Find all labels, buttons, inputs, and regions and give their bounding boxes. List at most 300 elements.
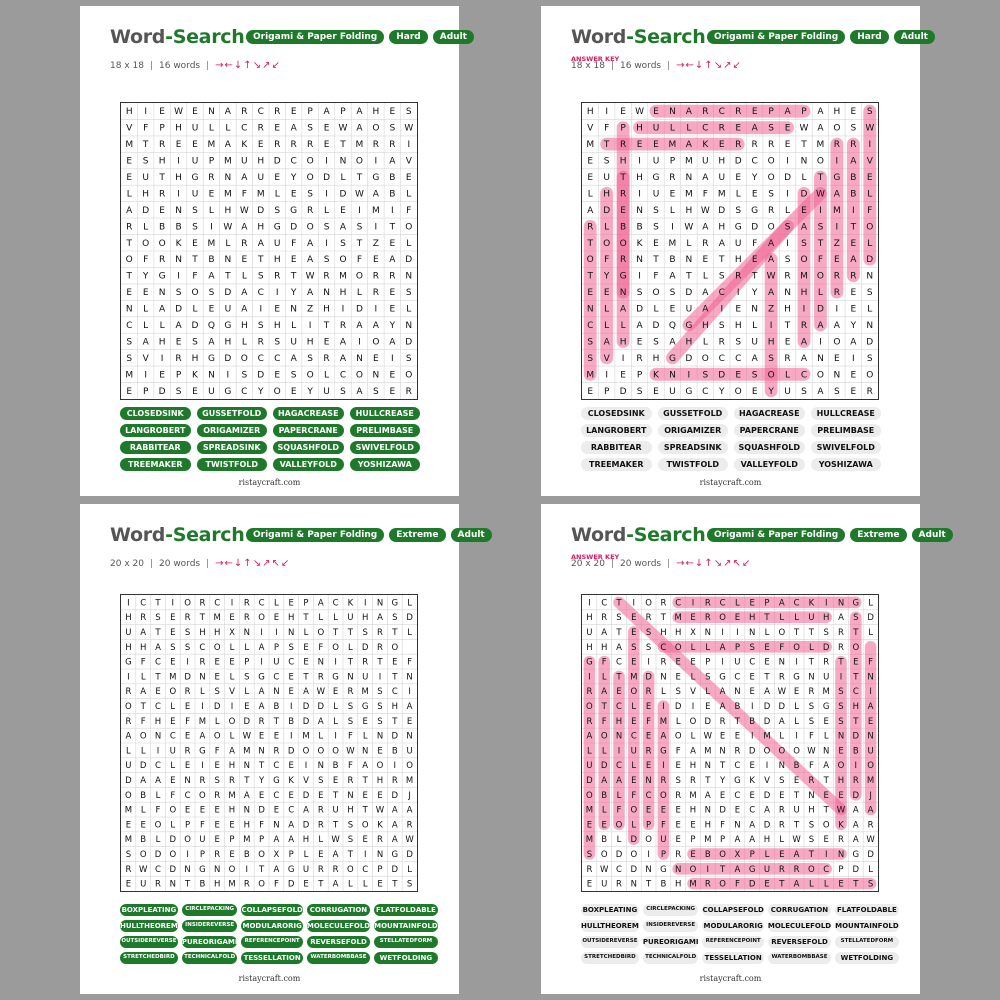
grid-letter: F (199, 820, 205, 831)
grid-letter: A (823, 761, 830, 772)
grid-letter: S (307, 353, 313, 364)
grid-letter: B (159, 222, 166, 233)
grid-letter: G (734, 776, 741, 786)
grid-letter: D (619, 386, 627, 397)
word-chip: OUTSIDEREVERSE (120, 936, 178, 948)
grid-letter: L (244, 642, 250, 653)
grid-letter: R (347, 776, 354, 786)
grid-letter: E (764, 642, 770, 653)
grid-letter: I (374, 222, 378, 233)
word-chip: GUSSETFOLD (658, 407, 729, 420)
grid-letter: T (719, 761, 726, 772)
grid-letter: M (816, 140, 825, 151)
grid-letter: L (867, 304, 873, 315)
grid-letter: C (645, 790, 652, 801)
grid-letter: S (406, 879, 413, 890)
word-chip: INSIDEREVERSE (182, 920, 238, 932)
grid-letter: U (586, 628, 593, 638)
grid-letter: L (690, 642, 696, 653)
grid-letter: A (372, 321, 379, 331)
grid-letter: I (171, 598, 175, 609)
word-chip: HULLCREASE (811, 407, 882, 420)
grid-letter: N (406, 672, 413, 683)
grid-letter: O (405, 370, 413, 381)
grid-letter: O (347, 864, 354, 875)
grid-letter: N (751, 304, 759, 315)
grid-letter: O (306, 156, 314, 167)
grid-letter: E (784, 140, 791, 151)
grid-letter: L (126, 189, 132, 200)
grid-letter: N (169, 879, 176, 890)
grid-letter: A (778, 716, 785, 727)
grid-letter: O (306, 173, 314, 183)
grid-letter: T (853, 879, 859, 890)
grid-letter: N (372, 370, 380, 381)
grid-letter: G (619, 271, 627, 282)
grid-letter: I (736, 628, 739, 638)
grid-letter: D (405, 255, 413, 266)
grid-letter: T (808, 850, 815, 860)
grid-letter: I (210, 222, 213, 233)
grid-letter: L (823, 731, 829, 742)
grid-letter: H (763, 835, 771, 846)
grid-letter: G (751, 205, 759, 216)
grid-letter: L (406, 304, 412, 315)
grid-letter: K (377, 820, 383, 831)
topic-badge: Origami & Paper Folding (246, 30, 384, 44)
grid-letter: C (273, 672, 280, 683)
grid-letter: S (653, 205, 659, 216)
grid-letter: I (144, 107, 147, 118)
grid-letter: V (303, 776, 309, 786)
grid-letter: S (705, 672, 711, 683)
grid-letter: N (290, 304, 298, 315)
grid-letter: D (273, 156, 281, 167)
grid-letter: P (705, 657, 711, 668)
grid-letter: S (340, 386, 346, 397)
grid-letter: M (689, 790, 697, 801)
grid-letter: M (372, 205, 380, 216)
grid-letter: F (604, 255, 610, 266)
grid-letter: E (170, 613, 176, 624)
grid-letter: R (751, 140, 758, 151)
grid-letter: S (377, 687, 383, 698)
grid-letter: O (615, 820, 623, 831)
grid-letter: L (362, 731, 368, 742)
grid-letter: B (140, 790, 147, 801)
grid-letter: F (143, 255, 149, 266)
grid-letter: T (705, 776, 711, 786)
grid-letter: F (143, 123, 149, 134)
grid-letter: A (372, 189, 379, 200)
grid-letter: A (867, 805, 874, 816)
grid-letter: A (307, 288, 314, 299)
grid-letter: E (601, 820, 607, 831)
grid-letter: L (817, 288, 823, 299)
grid-letter: B (669, 255, 676, 266)
grid-letter: S (768, 353, 774, 364)
grid-letter: I (341, 304, 345, 315)
grid-letter: S (866, 288, 873, 299)
grid-letter: T (347, 850, 354, 860)
grid-letter: U (601, 879, 608, 890)
word-chip: SPREADSINK (197, 441, 268, 454)
grid-letter: S (290, 370, 297, 381)
grid-letter: N (669, 107, 676, 118)
grid-letter: E (801, 205, 807, 216)
grid-letter: G (734, 222, 742, 233)
grid-letter: I (835, 156, 839, 167)
direction-arrows-icon: →←↓↑↘↗↖↙ (676, 558, 752, 569)
grid-letter: E (645, 761, 652, 772)
grid-letter: E (702, 255, 709, 266)
grid-letter: O (169, 850, 177, 860)
grid-letter: D (243, 716, 251, 727)
grid-letter: O (139, 731, 147, 742)
grid-letter: R (274, 271, 281, 282)
grid-letter: R (704, 598, 711, 609)
grid-letter: L (348, 879, 353, 890)
grid-letter: D (867, 850, 874, 860)
grid-letter: C (616, 702, 622, 712)
grid-letter: E (749, 672, 755, 683)
grid-letter: R (158, 255, 166, 266)
grid-letter: T (603, 140, 610, 151)
grid-letter: D (257, 370, 265, 381)
grid-letter: D (175, 304, 183, 315)
grid-letter: O (184, 835, 191, 846)
grid-letter: O (822, 820, 830, 831)
grid-letter: E (159, 370, 165, 381)
grid-letter: I (259, 304, 263, 315)
grid-letter: T (616, 628, 622, 638)
grid-letter: A (224, 107, 231, 118)
grid-letter: D (224, 288, 232, 299)
direction-arrows-icon: →←↓↑↘↗↙ (215, 60, 281, 71)
grid-letter: R (660, 598, 667, 609)
grid-letter: L (324, 205, 330, 216)
grid-letter: H (674, 879, 682, 890)
grid-letter: C (793, 598, 800, 609)
grid-letter: N (125, 304, 133, 315)
grid-letter: E (377, 746, 383, 757)
grid-letter: L (143, 222, 149, 233)
grid-letter: C (339, 370, 347, 381)
grid-letter: M (169, 672, 177, 683)
grid-letter: E (170, 776, 176, 786)
grid-letter: N (734, 687, 741, 698)
grid-letter: C (675, 598, 682, 609)
grid-letter: I (325, 189, 328, 200)
grid-letter: I (835, 222, 839, 233)
grid-letter: T (801, 140, 807, 151)
grid-letter: S (356, 222, 363, 233)
grid-letter: O (169, 687, 177, 698)
grid-letter: S (867, 879, 874, 890)
topic-badge: Origami & Paper Folding (707, 30, 845, 44)
grid-letter: A (391, 835, 398, 846)
grid-letter: N (347, 672, 354, 683)
grid-letter: A (140, 776, 147, 786)
grid-letter: C (852, 687, 859, 698)
grid-letter: U (763, 864, 771, 875)
grid-letter: X (273, 850, 280, 860)
grid-letter: P (159, 123, 165, 134)
grid-letter: U (290, 337, 297, 348)
grid-letter: L (604, 304, 610, 315)
grid-letter: R (389, 271, 396, 282)
grid-letter: O (866, 370, 874, 381)
grid-letter: D (406, 850, 413, 860)
grid-letter: A (768, 238, 775, 249)
grid-letter: I (358, 205, 361, 216)
grid-letter: D (778, 702, 786, 712)
grid-letter: H (704, 820, 712, 831)
grid-letter: E (675, 657, 681, 668)
grid-letter: D (142, 205, 150, 216)
grid-letter: I (647, 657, 650, 668)
grid-letter: R (778, 820, 785, 831)
grid-letter: C (273, 761, 280, 772)
grid-letter: O (355, 271, 363, 282)
letter-grid-svg (582, 595, 878, 891)
grid-letter: O (586, 790, 593, 801)
grid-letter: E (184, 761, 191, 772)
grid-letter: A (601, 776, 608, 786)
grid-letter: R (586, 687, 593, 698)
grid-letter: R (793, 864, 800, 875)
grid-letter: M (243, 835, 251, 846)
grid-letter: K (838, 820, 844, 831)
grid-letter: H (837, 776, 845, 786)
grid-letter: N (817, 353, 824, 364)
word-chip: CIRCLEPACKING (643, 904, 699, 916)
grid-letter: A (288, 820, 295, 831)
grid-letter: L (143, 321, 149, 331)
grid-letter: I (691, 702, 695, 712)
grid-letter: C (718, 288, 725, 299)
grid-letter: D (630, 835, 638, 846)
grid-letter: S (377, 702, 383, 712)
grid-letter: A (159, 304, 166, 315)
grid-letter: A (817, 123, 824, 134)
grid-letter: A (685, 140, 692, 151)
grid-letter: E (850, 304, 857, 315)
grid-letter: G (852, 598, 860, 609)
grid-letter: A (303, 687, 309, 698)
grid-letter: A (852, 820, 859, 831)
grid-letter: P (669, 156, 676, 167)
grid-letter: E (850, 107, 857, 118)
grid-letter: O (258, 613, 265, 624)
grid-letter: H (852, 702, 860, 712)
grid-letter: E (229, 613, 235, 624)
grid-letter: S (405, 107, 412, 118)
grid-letter: A (290, 353, 297, 364)
grid-letter: I (802, 304, 806, 315)
grid-letter: R (850, 140, 857, 151)
word-chip: PUREORIGAMI (642, 938, 699, 946)
grid-letter: E (142, 288, 149, 299)
grid-letter: T (303, 672, 309, 683)
grid-letter: M (586, 140, 595, 151)
grid-letter: A (229, 746, 235, 757)
word-chip: COLLAPSEFOLD (241, 906, 303, 914)
grid-letter: H (734, 255, 742, 266)
grid-letter: T (347, 657, 354, 668)
grid-letter: E (389, 238, 396, 249)
grid-letter: S (838, 702, 844, 712)
grid-letter: R (243, 613, 250, 624)
grid-letter: D (685, 353, 693, 364)
grid-letter: R (241, 238, 248, 249)
grid-letter: P (288, 850, 294, 860)
grid-letter: O (306, 222, 314, 233)
grid-letter: V (690, 687, 696, 698)
grid-letter: U (273, 657, 280, 668)
grid-letter: M (668, 140, 677, 151)
grid-letter: I (358, 337, 361, 348)
grid-letter: D (258, 805, 265, 816)
grid-letter: F (868, 657, 874, 668)
grid-letter: L (274, 598, 279, 609)
grid-letter: H (808, 805, 815, 816)
grid-letter: N (867, 672, 874, 683)
grid-letter: O (689, 864, 697, 875)
word-chip: INSIDEREVERSE (643, 920, 699, 932)
grid-letter: I (786, 156, 789, 167)
grid-letter: S (702, 370, 709, 381)
grid-letter: R (199, 657, 206, 668)
grid-letter: L (244, 687, 250, 698)
grid-letter: M (355, 140, 364, 151)
grid-letter: E (208, 189, 215, 200)
grid-letter: S (155, 613, 161, 624)
grid-letter: I (621, 353, 625, 364)
grid-letter: E (675, 820, 681, 831)
grid-letter: O (302, 746, 310, 757)
grid-letter: T (817, 173, 824, 183)
grid-letter: E (214, 805, 220, 816)
grid-letter: L (705, 642, 711, 653)
word-chip: CORRUGATION (307, 904, 370, 916)
grid-letter: S (669, 288, 676, 299)
grid-letter: I (378, 672, 382, 683)
grid-letter: R (645, 746, 652, 757)
grid-letter: A (751, 353, 758, 364)
grid-letter: G (199, 746, 206, 757)
grid-letter: O (793, 746, 800, 757)
grid-letter: N (406, 731, 413, 742)
grid-letter: S (347, 835, 354, 846)
grid-letter: M (224, 189, 232, 200)
grid-letter: R (323, 271, 330, 282)
grid-letter: E (290, 107, 297, 118)
grid-letter: E (323, 123, 330, 134)
grid-letter: W (338, 123, 348, 134)
word-chip: STRETCHEDBIRD (581, 952, 639, 964)
grid-letter: T (764, 672, 770, 683)
grid-letter: L (653, 304, 659, 315)
grid-letter: U (685, 304, 693, 315)
grid-letter: M (228, 879, 236, 890)
grid-letter: W (799, 123, 809, 134)
grid-letter: E (645, 702, 652, 712)
grid-letter: U (808, 613, 815, 624)
grid-letter: A (257, 238, 264, 249)
grid-letter: D (852, 864, 860, 875)
grid-letter: H (685, 205, 693, 216)
grid-letter: R (372, 140, 380, 151)
grid-letter: M (243, 746, 251, 757)
grid-letter: R (636, 353, 643, 364)
grid-letter: A (734, 864, 741, 875)
grid-letter: O (719, 613, 726, 624)
grid-letter: R (767, 205, 775, 216)
grid-letter: W (792, 835, 801, 846)
grid-letter: P (244, 657, 250, 668)
grid-letter: B (636, 222, 643, 233)
word-chip: MOUNTAINFOLD (835, 922, 899, 930)
grid-letter: A (356, 321, 363, 331)
grid-letter: P (720, 835, 726, 846)
grid-letter: E (332, 776, 339, 786)
word-chip: MODULARORIG (703, 922, 763, 930)
grid-letter: E (244, 702, 250, 712)
word-chip: MODULARORIG (242, 922, 302, 930)
grid-letter: E (784, 123, 791, 134)
grid-letter: Y (258, 386, 264, 397)
grid-letter: A (719, 687, 726, 698)
grid-letter: I (869, 687, 872, 698)
grid-letter: T (362, 776, 368, 786)
grid-letter: C (155, 761, 161, 772)
word-chip: HULLTHEOREM (581, 922, 639, 930)
grid-letter: S (834, 386, 840, 397)
grid-letter: B (273, 702, 280, 712)
word-list (120, 904, 438, 964)
grid-letter: L (661, 687, 666, 698)
grid-letter: R (339, 321, 347, 331)
grid-letter: E (405, 173, 412, 183)
grid-letter: A (290, 123, 297, 134)
grid-letter: O (645, 598, 652, 609)
grid-letter: I (835, 304, 839, 315)
word-chip: HAGACREASE (273, 407, 344, 420)
grid-letter: P (801, 107, 807, 118)
grid-letter: E (125, 879, 132, 890)
grid-letter: C (257, 353, 264, 364)
grid-letter: D (586, 776, 593, 786)
grid-letter: A (838, 613, 844, 624)
grid-letter: A (603, 337, 610, 348)
grid-letter: E (389, 370, 396, 381)
grid-letter: E (631, 776, 637, 786)
grid-letter: T (155, 598, 161, 609)
grid-letter: E (690, 613, 696, 624)
grid-letter: M (224, 156, 232, 167)
grid-letter: E (362, 835, 368, 846)
grid-letter: L (601, 805, 607, 816)
grid-letter: S (214, 776, 220, 786)
grid-letter: C (214, 598, 221, 609)
grid-letter: F (660, 820, 666, 831)
grid-letter: I (632, 598, 636, 609)
grid-letter: S (718, 321, 725, 331)
word-chip: GUSSETFOLD (197, 407, 268, 420)
grid-letter: R (175, 353, 182, 364)
grid-letter: R (850, 271, 857, 282)
